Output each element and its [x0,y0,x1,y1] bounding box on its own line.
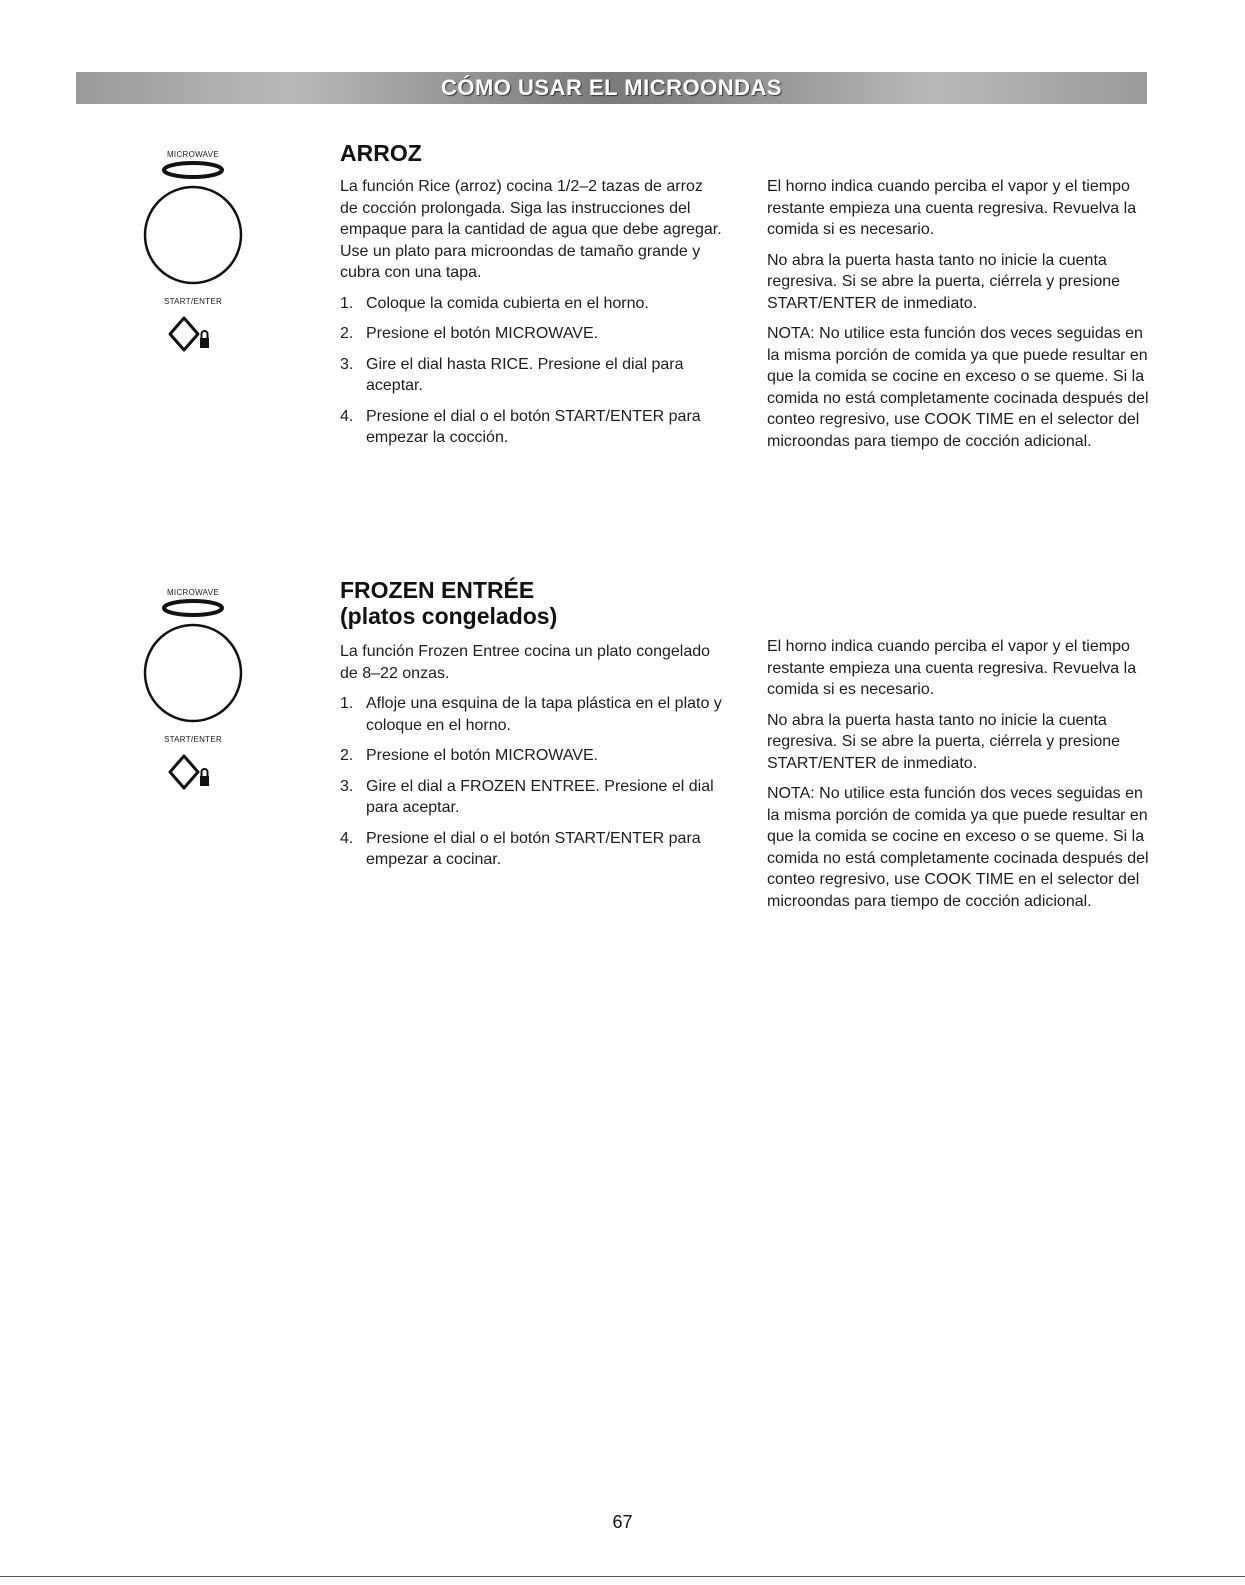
microwave-button-label: MICROWAVE [166,150,220,159]
list-item: 3. Gire el dial hasta RICE. Presione el dial para aceptar. [340,355,684,394]
control-icons-rice [138,150,248,354]
start-button-label: START/ENTER [163,735,223,744]
start-enter-button-icon [162,748,224,792]
frozen-note-1: El horno indica cuando perciba el vapor y el tiempo restante empieza una cuenta regresiva. Revuelva la comida si es necesario. [767,638,1137,698]
section-heading-rice: ARROZ [340,140,422,166]
rice-left-column [340,176,725,458]
page-title: CÓMO USAR EL MICROONDAS [440,75,783,100]
section-heading-frozen: FROZEN ENTRÉE (platos congelados) [340,577,558,629]
list-item: 4. Presione el dial o el botón START/ENTER para empezar la cocción. [340,407,701,446]
dial-icon [141,183,245,287]
start-button-label: START/ENTER [163,297,223,306]
list-item: 1. Afloje una esquina de la tapa plástica en el plato y coloque en el horno. [340,695,722,734]
list-item: 1. Coloque la comida cubierta en el horno. [340,294,649,312]
dial-icon [141,621,245,725]
section-banner [76,72,1147,104]
rice-note-3: NOTA: No utilice esta función dos veces seguidas en la misma porción de comida ya que puede resultar en que la comida se cocine en exceso o se queme. Si la comida no está completamente cocinada después del conteo regresivo, use COOK TIME en el selector del microondas para tiempo de cocción adicional. [767,325,1149,450]
list-item: 2. Presione el botón MICROWAVE. [340,747,599,764]
frozen-note-3: NOTA: No utilice esta función dos veces seguidas en la misma porción de comida ya que puede resultar en que la comida se cocine en exceso o se queme. Si la comida no está completamente cocinada después del conteo regresivo, use COOK TIME en el selector del microondas para tiempo de cocción adicional. [767,785,1149,910]
list-item: 3. Gire el dial a FROZEN ENTREE. Presione el dial para aceptar. [340,777,714,816]
rice-note-2: No abra la puerta hasta tanto no inicie la cuenta regresiva. Si se abre la puerta, ciérrela y presione START/ENTER de inmediato. [767,251,1121,312]
microwave-button-icon [158,597,228,619]
control-icons-frozen [138,588,248,792]
frozen-intro: La función Frozen Entree cocina un plato congelado de 8–22 onzas. [340,643,711,682]
rice-intro: La función Rice (arroz) cocina 1/2–2 tazas de arroz de cocción prolongada. Siga las instrucciones del empaque para la cantidad de agua que debe agregar. Use un plato para microondas de tamaño grande y cubra con una tapa. [340,178,722,281]
microwave-button-label: MICROWAVE [166,588,220,597]
frozen-left-column [340,641,725,880]
rice-steps [340,293,725,449]
frozen-steps [340,693,725,871]
bottom-rule [0,1576,1245,1577]
frozen-right-column [767,636,1152,921]
rice-note-1: El horno indica cuando perciba el vapor y el tiempo restante empieza una cuenta regresiva. Revuelva la comida si es necesario. [767,178,1137,238]
microwave-button-icon [158,159,228,181]
list-item: 4. Presione el dial o el botón START/ENTER para empezar a cocinar. [340,829,701,868]
frozen-note-2: No abra la puerta hasta tanto no inicie la cuenta regresiva. Si se abre la puerta, ciérrela y presione START/ENTER de inmediato. [767,711,1121,772]
list-item: 2. Presione el botón MICROWAVE. [340,325,599,342]
start-enter-button-icon [162,310,224,354]
rice-right-column [767,176,1152,461]
page-number: 67 [612,1512,633,1532]
